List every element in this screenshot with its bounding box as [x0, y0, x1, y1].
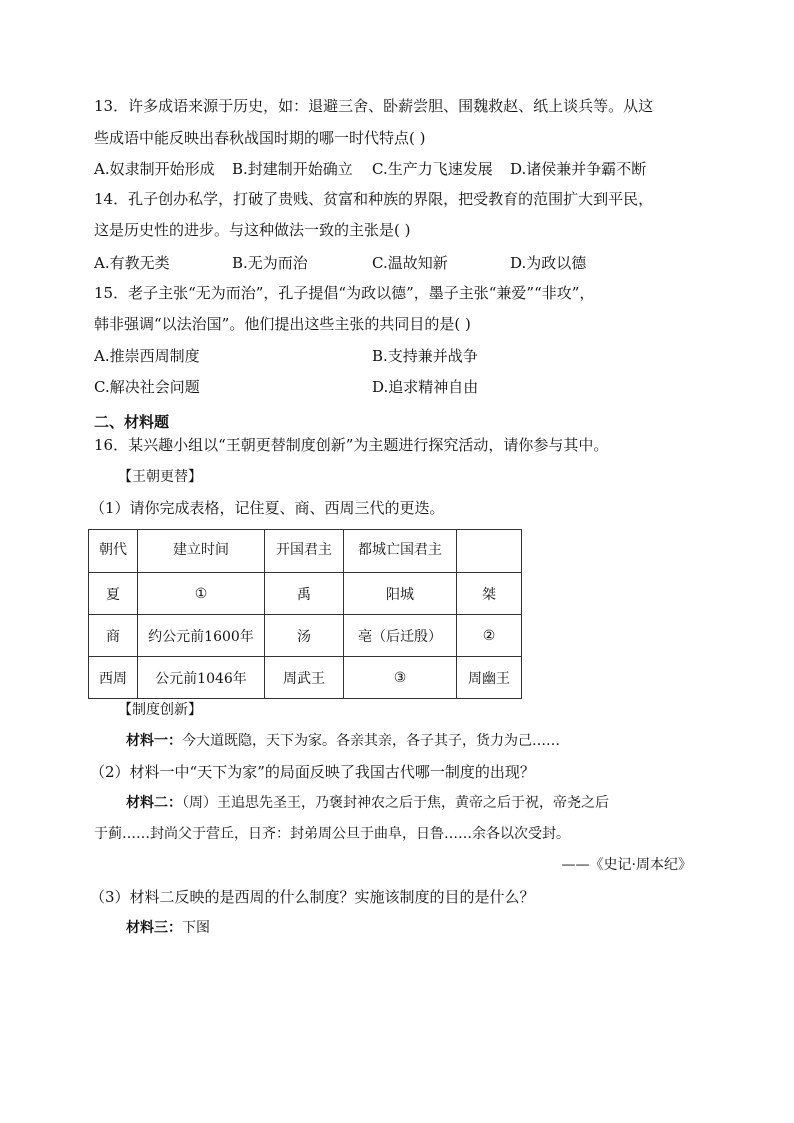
q14-option-b[interactable]: B.无为而治	[232, 254, 308, 272]
material1	[126, 731, 560, 751]
q16-intro: 16．某兴趣小组以“王朝更替制度创新”为主题进行探究活动，请你参与其中。	[94, 436, 609, 454]
q15-stem-line2: 韩非强调“以法治国”。他们提出这些主张的共同目的是( )	[94, 315, 471, 333]
q15-option-b[interactable]: B.支持兼并战争	[372, 347, 478, 365]
table-header-cell: 建立时间	[138, 530, 265, 573]
table-cell: 桀	[457, 573, 522, 615]
q14-stem-line2: 这是历史性的进步。与这种做法一致的主张是( )	[94, 221, 411, 239]
q14-option-c[interactable]: C.温故知新	[372, 254, 448, 272]
material2-text1: （周）王追思先圣王，乃褒封神农之后于焦，黄帝之后于祝，帝尧之后	[182, 795, 609, 811]
table-header-cell: 都城亡国君主	[344, 530, 457, 573]
material1-text: 今大道既隐，天下为家。各亲其亲，各子其子，货力为己……	[182, 733, 560, 749]
table-header-cell: 朝代	[89, 530, 138, 573]
q15-stem-line1: 15．老子主张“无为而治”，孔子提倡“为政以德”，墨子主张“兼爱”“非攻”，	[94, 284, 595, 302]
table-cell: 西周	[89, 657, 138, 699]
q16-sub3: （3）材料二反映的是西周的什么制度？实施该制度的目的是什么？	[90, 888, 535, 906]
table-cell: 夏	[89, 573, 138, 615]
q15-options-row1	[94, 345, 694, 365]
table-cell: 约公元前1600年	[138, 615, 265, 657]
q14-option-a[interactable]: A.有教无类	[94, 254, 170, 272]
table-cell-blank[interactable]: ③	[344, 657, 457, 699]
table-cell: 商	[89, 615, 138, 657]
part-system-heading: 【制度创新】	[118, 702, 202, 718]
table-cell-blank[interactable]: ①	[138, 573, 265, 615]
material1-label: 材料一：	[126, 733, 182, 749]
table-cell: 亳（后迁殷）	[344, 615, 457, 657]
q13-option-a[interactable]: A.奴隶制开始形成	[94, 160, 215, 178]
part-dynasty-heading: 【王朝更替】	[118, 469, 202, 485]
q14-stem-line1: 14．孔子创办私学，打破了贵贱、贫富和种族的界限，把受教育的范围扩大到平民，	[94, 190, 654, 208]
table-header-cell: 开国君主	[265, 530, 344, 573]
q14-option-d[interactable]: D.为政以德	[510, 254, 587, 272]
table-cell-blank[interactable]: ②	[457, 615, 522, 657]
table-row	[89, 657, 522, 699]
table-cell: 周幽王	[457, 657, 522, 699]
q13-options	[94, 158, 694, 178]
material3-text: 下图	[182, 920, 210, 936]
q16-sub1: （1）请你完成表格，记住夏、商、西周三代的更迭。	[90, 499, 445, 517]
q13-stem-line2: 些成语中能反映出春秋战国时期的哪一时代特点( )	[94, 129, 426, 147]
material2-line1	[126, 793, 609, 813]
material3	[126, 918, 210, 938]
table-cell: 公元前1046年	[138, 657, 265, 699]
section-title: 二、材料题	[94, 413, 170, 431]
q13-stem-line1: 13．许多成语来源于历史，如：退避三舍、卧薪尝胆、围魏救赵、纸上谈兵等。从这	[94, 97, 654, 115]
q13-option-b[interactable]: B.封建制开始确立	[232, 160, 353, 178]
q15-option-c[interactable]: C.解决社会问题	[94, 378, 200, 396]
material2-label: 材料二：	[126, 795, 182, 811]
q15-option-d[interactable]: D.追求精神自由	[372, 378, 479, 396]
table-row	[89, 615, 522, 657]
table-header-row	[89, 530, 522, 573]
q13-option-c[interactable]: C.生产力飞速发展	[372, 160, 493, 178]
table-cell: 汤	[265, 615, 344, 657]
material3-label: 材料三：	[126, 920, 182, 936]
dynasty-table	[88, 529, 522, 699]
q15-option-a[interactable]: A.推崇西周制度	[94, 347, 200, 365]
material2-source: ——《史记·周本纪》	[561, 857, 692, 873]
q14-options	[94, 252, 694, 272]
table-cell: 周武王	[265, 657, 344, 699]
q13-option-d[interactable]: D.诸侯兼并争霸不断	[510, 160, 647, 178]
q15-options-row2	[94, 376, 694, 396]
table-cell: 阳城	[344, 573, 457, 615]
material2-text2: 于蓟……封尚父于营丘，日齐：封弟周公旦于曲阜，日鲁……余各以次受封。	[94, 826, 570, 842]
table-row	[89, 573, 522, 615]
table-cell: 禹	[265, 573, 344, 615]
table-header-cell	[457, 530, 522, 573]
q16-sub2: （2）材料一中“天下为家”的局面反映了我国古代哪一制度的出现？	[90, 763, 535, 781]
